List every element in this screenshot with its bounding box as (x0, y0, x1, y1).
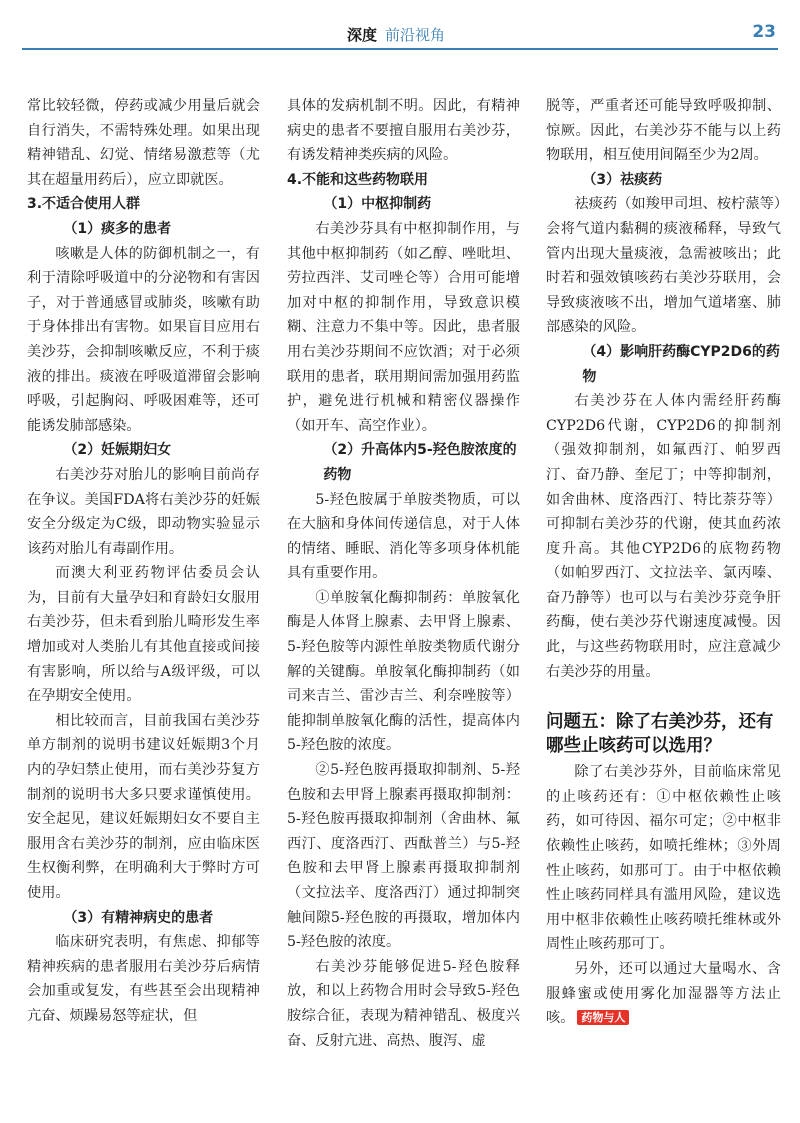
paragraph (546, 957, 781, 1031)
paragraph: 而澳大利亚药物评估委员会认为，目前有大量孕妇和育龄妇女服用右美沙芬，但未看到胎儿畸形发生率增加或对人类胎儿有其他直接或间接有害影响，所以给与A级评级，可以在孕期安全使用。 (27, 565, 260, 705)
paragraph: 咳嗽是人体的防御机制之一，有利于清除呼吸道中的分泌物和有害因子，对于普通感冒或肺炎，咳嗽有助于身体排出有害物。如果盲目应用右美沙芬，会抑制咳嗽反应，不利于痰液的排出。痰液在呼吸道滞留会影响呼吸，引起胸闷、呼吸困难等，还可能诱发肺部感染。 (27, 245, 260, 434)
subsection-heading: （3）有精神病史的患者 (63, 909, 214, 926)
page-header (0, 0, 800, 62)
magazine-logo: 药物与人 (577, 1010, 629, 1025)
section-heading: 4.不能和这些药物联用 (287, 171, 429, 188)
paragraph: 常比较轻微，停药或减少用量后就会自行消失，不需特殊处理。如果出现精神错乱、幻觉、情绪易激惹等（尤其在超量用药后），应立即就医。 (27, 98, 260, 188)
paragraph: 具体的发病机制不明。因此，有精神病史的患者不要擅自服用右美沙芬，有诱发精神类疾病的风险。 (287, 98, 520, 164)
paragraph: 5-羟色胺属于单胺类物质，可以在大脑和身体间传递信息，对于人体的情绪、睡眠、消化等多项身体机能具有重要作用。 (287, 491, 520, 582)
paragraph: 右美沙芬能够促进5-羟色胺释放，和以上药物合用时会导致5-羟色胺综合征，表现为精神错乱、极度兴奋、反射亢进、高热、腹泻、虚 (287, 958, 520, 1049)
subsection-heading: （1）中枢抑制药 (323, 196, 432, 213)
paragraph: 右美沙芬具有中枢抑制作用，与其他中枢抑制药（如乙醇、唑吡坦、劳拉西泮、艾司唑仑等）合用可能增加对中枢的抑制作用，导致意识模糊、注意力不集中等。因此，患者服用右美沙芬期间不应饮酒；对于必须联用的患者，联用期间需加强用药监护，避免进行机械和精密仪器操作（如开车、高空作业）。 (287, 220, 520, 434)
subsection-heading: （2）升高体内5-羟色胺浓度的药物 (323, 442, 517, 483)
header-section (347, 24, 445, 45)
paragraph: 相比较而言，目前我国右美沙芬单方制剂的说明书建议妊娠期3个月内的孕妇禁止使用，而右美沙芬复方制剂的说明书大多只要求谨慎使用。安全起见，建议妊娠期妇女不要自主服用含右美沙芬的制剂，应由临床医生权衡利弊，在明确利大于弊时方可使用。 (27, 712, 260, 901)
subsection-heading: （4）影响肝药酶CYP2D6的药物 (582, 343, 780, 385)
question-title: 问题五：除了右美沙芬，还有哪些止咳药可以选用？ (546, 712, 774, 757)
subsection-heading: （2）妊娠期妇女 (63, 442, 172, 459)
subsection-heading: （3）祛痰药 (582, 171, 663, 188)
page-number: 23 (752, 22, 776, 42)
paragraph: 右美沙芬在人体内需经肝药酶CYP2D6代谢，CYP2D6的抑制剂（强效抑制剂，如氟西汀、帕罗西汀、奋乃静、奎尼丁；中等抑制剂，如舍曲林、度洛西汀、特比萘芬等）可抑制右美沙芬的代谢，使其血药浓度升高。其他CYP2D6的底物药物（如帕罗西汀、文拉法辛、氯丙嗪、奋乃静等）也可以与右美沙芬竞争肝药酶，使右美沙芬代谢速度减慢。因此，与这些药物联用时，应注意减少右美沙芬的用量。 (546, 393, 781, 680)
section-name: 深度 (347, 26, 378, 44)
column-1 (27, 94, 260, 1029)
paragraph: 祛痰药（如羧甲司坦、桉柠蒎等）会将气道内黏稠的痰液稀释，导致气管内出现大量痰液，急需被咳出；此时若和强效镇咳药右美沙芬联用，会导致痰液咳不出，增加气道堵塞、肺部感染的风险。 (546, 196, 781, 336)
column-2 (287, 94, 520, 1053)
paragraph: 除了右美沙芬外，目前临床常见的止咳药还有：①中枢依赖性止咳药，如可待因、福尔可定；②中枢非依赖性止咳药，如喷托维林；③外周性止咳药，如那可丁。由于中枢依赖性止咳药同样具有滥用风险，建议选用中枢非依赖性止咳药喷托维林或外周性止咳药那可丁。 (546, 764, 781, 953)
paragraph: 临床研究表明，有焦虑、抑郁等精神疾病的患者服用右美沙芬后病情会加重或复发，有些甚至会出现精神亢奋、烦躁易怒等症状，但 (27, 934, 260, 1024)
paragraph: ②5-羟色胺再摄取抑制剂、5-羟色胺和去甲肾上腺素再摄取抑制剂：5-羟色胺再摄取抑制剂（舍曲林、氟西汀、度洛西汀、西酞普兰）与5-羟色胺和去甲肾上腺素再摄取抑制剂（文拉法辛、度洛西汀）通过抑制突触间隙5-羟色胺的再摄取，增加体内5-羟色胺的浓度。 (287, 762, 520, 951)
paragraph-text: 另外，还可以通过大量喝水、含服蜂蜜或使用雾化加湿器等方法止咳。 (546, 961, 781, 1027)
subsection-heading: （1）痰多的患者 (63, 220, 172, 237)
column-3 (546, 94, 781, 1031)
section-heading: 3.不适合使用人群 (27, 196, 141, 213)
header-rule (22, 48, 778, 50)
paragraph: 脱等，严重者还可能导致呼吸抑制、惊厥。因此，右美沙芬不能与以上药物联用，相互使用间隔至少为2周。 (546, 98, 781, 164)
subsection-name: 前沿视角 (385, 26, 446, 44)
paragraph: ①单胺氧化酶抑制药：单胺氧化酶是人体肾上腺素、去甲肾上腺素、5-羟色胺等内源性单胺类物质代谢分解的关键酶。单胺氧化酶抑制药（如司来吉兰、雷沙吉兰、利奈唑胺等）能抑制单胺氧化酶的活性，提高体内5-羟色胺的浓度。 (287, 589, 520, 754)
paragraph: 右美沙芬对胎儿的影响目前尚存在争议。美国FDA将右美沙芬的妊娠安全分级定为C级，即动物实验显示该药对胎儿有毒副作用。 (27, 466, 260, 557)
